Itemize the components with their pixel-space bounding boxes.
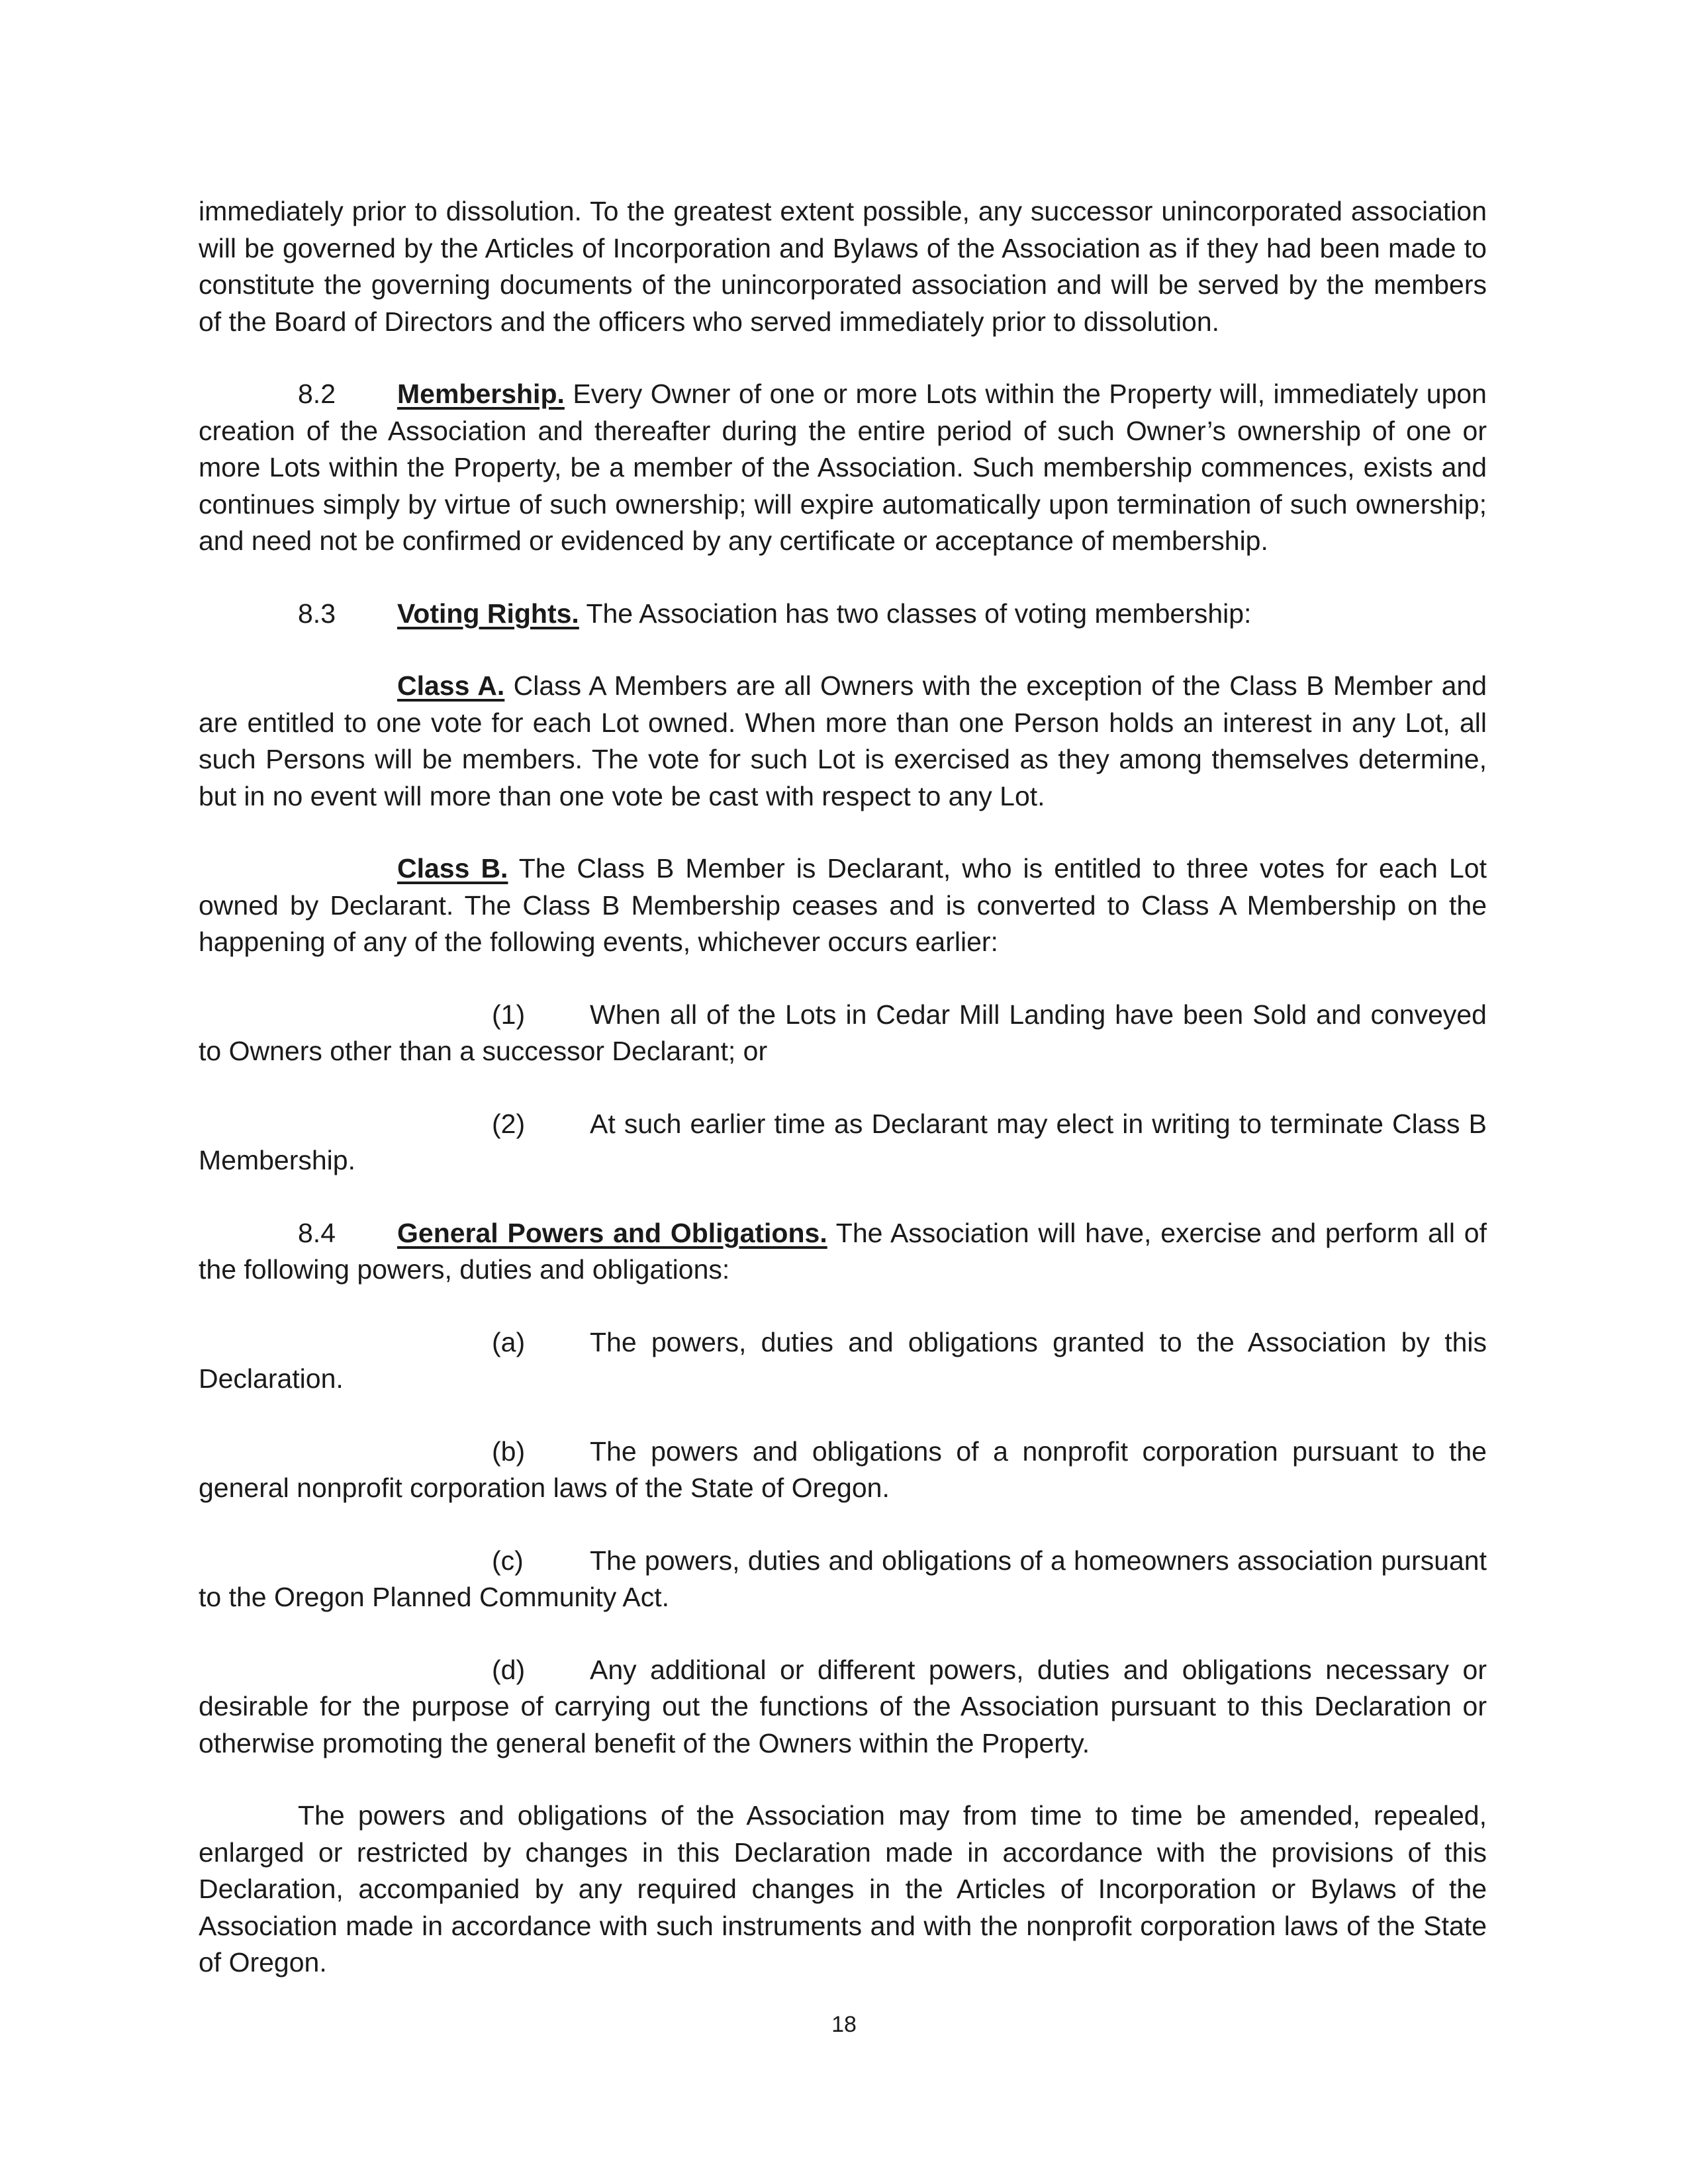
power-text: The powers, duties and obligations granted to the Association by this Declaration.	[199, 1326, 1487, 1394]
section-number: 8.2	[298, 379, 336, 409]
power-item	[199, 1652, 1487, 1762]
power-item	[199, 1433, 1487, 1507]
section-8-2	[199, 376, 1487, 560]
power-letter: (d)	[492, 1654, 526, 1685]
event-number: (2)	[492, 1108, 526, 1139]
power-letter: (a)	[492, 1326, 526, 1357]
section-heading: Voting Rights.	[397, 598, 579, 629]
intro-paragraph: immediately prior to dissolution. To the greatest extent possible, any successor unincorporated association will be governed by the Articles of Incorporation and Bylaws of the Association as if they had been made to constitute the governing documents of the unincorporated association and will be served by the members of the Board of Directors and the officers who served immediately prior to dissolution.	[199, 196, 1487, 337]
class-b-paragraph	[199, 850, 1487, 961]
section-number: 8.3	[298, 598, 336, 629]
section-text: The Association will have, exercise and perform all of the following powers, duties and obligations:	[199, 1217, 1487, 1285]
event-text: When all of the Lots in Cedar Mill Landing have been Sold and conveyed to Owners other than a successor Declarant; or	[199, 999, 1487, 1066]
section-8-4	[199, 1215, 1487, 1289]
class-a-paragraph	[199, 668, 1487, 815]
section-number: 8.4	[298, 1217, 336, 1248]
class-a-text: Class A Members are all Owners with the exception of the Class B Member and are entitled to one vote for each Lot owned. When more than one Person holds an interest in any Lot, all such Persons will be members. The vote for such Lot is exercised as they among themselves determine, but in no event will more than one vote be cast with respect to any Lot.	[199, 670, 1487, 811]
section-text: The Association has two classes of voting membership:	[579, 598, 1252, 629]
section-8-3	[199, 596, 1487, 633]
event-item	[199, 1106, 1487, 1179]
power-text: Any additional or different powers, duties and obligations necessary or desirable for the purpose of carrying out the functions of the Association pursuant to this Declaration or otherwise promoting the general benefit of the Owners within the Property.	[199, 1654, 1487, 1758]
event-number: (1)	[492, 999, 526, 1030]
page-number: 18	[831, 2012, 857, 2037]
closing-paragraph: The powers and obligations of the Association may from time to time be amended, repealed, enlarged or restricted by changes in this Declaration made in accordance with the provisions of this Declaration, accompanied by any required changes in the Articles of Incorporation or Bylaws of the Association made in accordance with such instruments and with the nonprofit corporation laws of the State of Oregon.	[199, 1800, 1487, 1978]
power-letter: (c)	[492, 1545, 524, 1576]
power-item	[199, 1324, 1487, 1398]
power-item	[199, 1543, 1487, 1616]
power-text: The powers, duties and obligations of a homeowners association pursuant to the Oregon Planned Community Act.	[199, 1545, 1487, 1612]
class-b-text: The Class B Member is Declarant, who is entitled to three votes for each Lot owned by Declarant. The Class B Membership ceases and is converted to Class A Membership on the happening of any of the following events, whichever occurs earlier:	[199, 853, 1487, 957]
section-heading: Membership.	[397, 379, 565, 409]
event-item	[199, 997, 1487, 1070]
section-text: Every Owner of one or more Lots within the Property will, immediately upon creation of the Association and thereafter during the entire period of such Owner’s ownership of one or more Lots within the Property, be a member of the Association. Such membership commences, exists and continues simply by virtue of such ownership; will expire automatically upon termination of such ownership; and need not be confirmed or evidenced by any certificate or acceptance of membership.	[199, 379, 1487, 556]
section-heading: General Powers and Obligations.	[397, 1217, 827, 1248]
class-a-heading: Class A.	[397, 670, 505, 701]
event-text: At such earlier time as Declarant may elect in writing to terminate Class B Membership.	[199, 1108, 1487, 1175]
power-letter: (b)	[492, 1435, 526, 1467]
class-b-heading: Class B.	[397, 853, 508, 884]
document-body	[199, 193, 1487, 2017]
power-text: The powers and obligations of a nonprofit corporation pursuant to the general nonprofit corporation laws of the State of Oregon.	[199, 1435, 1487, 1503]
